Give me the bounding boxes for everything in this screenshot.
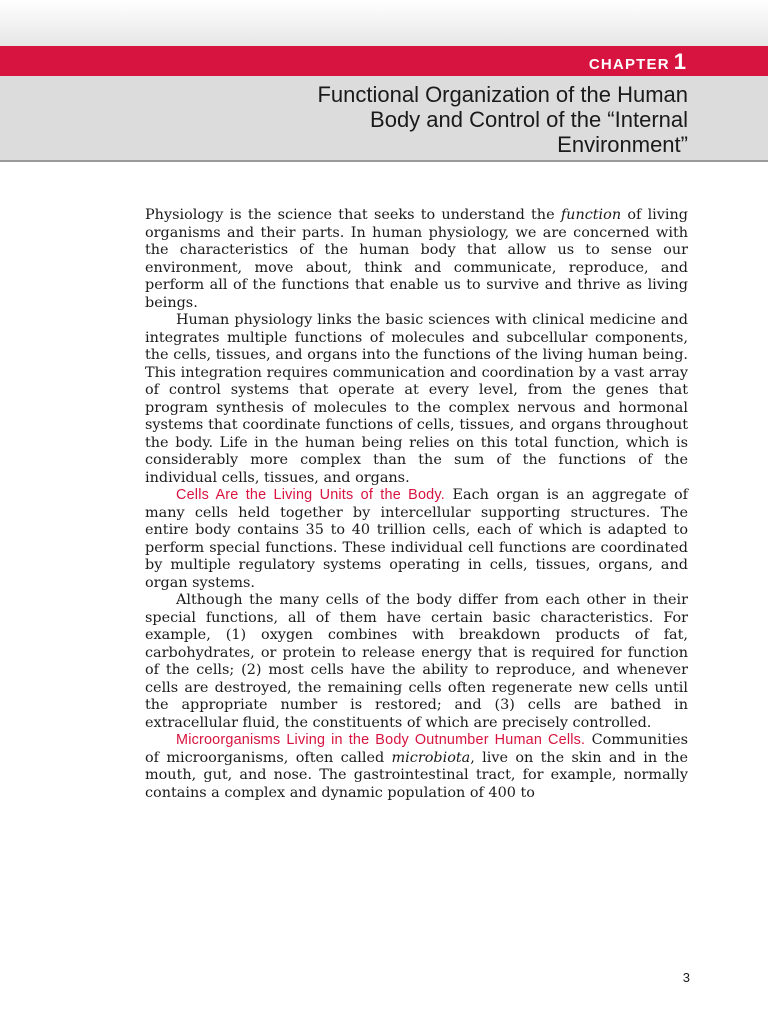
chapter-title-line-1: Functional Organization of the Human <box>317 82 688 107</box>
chapter-number: 1 <box>673 49 686 74</box>
section-heading-cells: Cells Are the Living Units of the Body. <box>176 487 445 503</box>
chapter-label: CHAPTER <box>588 56 670 73</box>
chapter-bar <box>0 46 768 76</box>
chapter-title-band <box>0 76 768 162</box>
section-heading-microorganisms: Microorganisms Living in the Body Outnumber Human Cells. <box>176 732 586 748</box>
paragraph-intro-text-cont: of living organisms and their parts. In human physiology, we are concerned with the characteristics of the human body that allow us to sense our environment, move about, think and communicate, reproduce, and perform all of the functions that enable us to survive and thrive as living beings. <box>145 207 688 311</box>
emphasis-microbiota: microbiota <box>391 749 471 766</box>
paragraph-integration: Human physiology links the basic sciences with clinical medicine and integrates multiple functions of molecules and subcellular components, the cells, tissues, and organs into the functions of the living human being. This integration requires communication and coordination by a vast array of control systems that operate at every level, from the genes that program synthesis of molecules to the complex nervous and hormonal systems that coordinate functions of cells, tissues, and organs throughout the body. Life in the human being relies on this total function, which is considerably more complex than the sum of the functions of the individual cells, tissues, and organs. <box>145 312 688 486</box>
page-top-band <box>0 0 768 46</box>
paragraph-microorganisms-text-cont: , live on the skin and in the mouth, gut, and nose. The gastrointestinal tract, for example, normally contains a complex and dynamic population of 400 to <box>145 749 689 801</box>
paragraph-intro-text: Physiology is the science that seeks to understand the <box>145 207 561 223</box>
body-text <box>145 207 688 802</box>
emphasis-function: function <box>560 207 622 223</box>
chapter-title-line-3: Environment” <box>557 132 688 157</box>
paragraph-microorganisms <box>145 732 688 802</box>
paragraph-intro <box>145 207 688 312</box>
page-number: 3 <box>682 970 690 985</box>
paragraph-microorganisms-text: Communities of microorganisms, often called <box>145 732 689 766</box>
chapter-title-line-2: Body and Control of the “Internal <box>370 107 688 132</box>
paragraph-characteristics: Although the many cells of the body differ from each other in their special functions, all of them have certain basic characteristics. For example, (1) oxygen combines with breakdown products of fat, carbohydrates, or protein to release energy that is required for function of the cells; (2) most cells have the ability to reproduce, and whenever cells are destroyed, the remaining cells often regenerate new cells until the appropriate number is restored; and (3) cells are bathed in extracellular fluid, the constituents of which are precisely controlled. <box>145 592 688 731</box>
chapter-title <box>168 82 688 157</box>
chapter-tag <box>589 49 686 73</box>
paragraph-cells <box>145 487 688 592</box>
paragraph-cells-text: Each organ is an aggregate of many cells held together by intercellular supporting structures. The entire body contains 35 to 40 trillion cells, each of which is adapted to perform special functions. These individual cell functions are coordinated by multiple regulatory systems operating in cells, tissues, organs, and organ systems. <box>145 487 688 591</box>
